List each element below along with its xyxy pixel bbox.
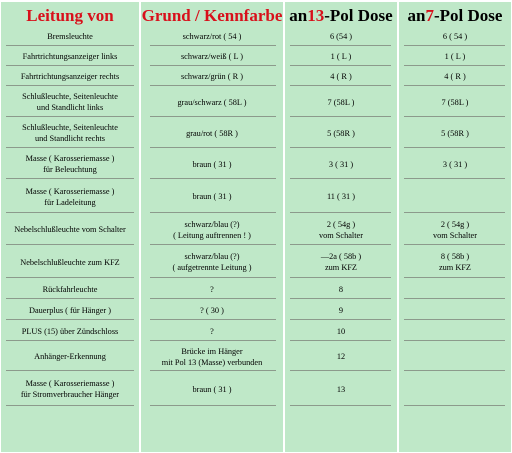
table-cell-pol7 xyxy=(398,301,512,319)
cell-line: —2a ( 58b ) xyxy=(320,252,362,261)
cell-line: 9 xyxy=(338,305,344,315)
row-divider xyxy=(404,178,505,179)
cell-line: schwarz/blau (?) xyxy=(184,219,240,229)
cell-line: Masse ( Karosseriemasse ) xyxy=(25,379,115,388)
header-13-pol-dose xyxy=(284,1,398,31)
cell-line: Rückfahrleuchte xyxy=(42,284,98,294)
row-divider xyxy=(6,116,134,117)
cell-line: 4 ( R ) xyxy=(330,72,352,81)
cell-line: 6 (54 ) xyxy=(329,32,353,41)
cell-line: 11 ( 31 ) xyxy=(326,192,356,201)
row-divider xyxy=(150,45,276,46)
cell-line: ( Leitung auftrennen ! ) xyxy=(173,230,251,240)
cell-line: 5 (58R ) xyxy=(441,128,469,138)
row-divider xyxy=(6,370,134,371)
table-cell-pol7 xyxy=(398,68,512,85)
table-cell-pol13 xyxy=(284,150,398,178)
cell-line: Schlußleuchte, Seitenleuchte xyxy=(22,92,118,101)
cell-line: 1 ( L ) xyxy=(444,52,466,61)
table-cell-pol13 xyxy=(284,322,398,340)
header-kennfarbe xyxy=(140,1,284,31)
row-divider xyxy=(150,319,276,320)
row-divider xyxy=(6,85,134,86)
cell-line: Nebelschlußleuchte vom Schalter xyxy=(14,225,126,234)
table-cell-pol7 xyxy=(398,280,512,298)
cell-line: ? xyxy=(210,284,214,294)
cell-line: schwarz/rot ( 54 ) xyxy=(182,32,242,41)
row-divider xyxy=(150,147,276,148)
cell-line: 1 ( L ) xyxy=(330,52,352,61)
row-divider xyxy=(6,45,134,46)
cell-line: Nebelschlußleuchte zum KFZ xyxy=(20,257,120,267)
row-divider xyxy=(150,298,276,299)
cell-line: vom Schalter xyxy=(432,230,477,240)
row-divider xyxy=(6,405,134,406)
table-cell-pol7 xyxy=(398,48,512,65)
row-divider xyxy=(6,178,134,179)
row-divider xyxy=(290,116,391,117)
row-divider xyxy=(290,405,391,406)
table-cell-leitung xyxy=(0,301,140,319)
header-leitung-von xyxy=(0,1,140,31)
table-cell-pol13 xyxy=(284,280,398,298)
row-divider xyxy=(290,45,391,46)
table-cell-farbe xyxy=(140,181,284,212)
cell-line: vom Schalter xyxy=(318,230,363,240)
table-cell-pol13 xyxy=(284,68,398,85)
row-divider xyxy=(290,370,391,371)
table-cell-farbe xyxy=(140,48,284,65)
cell-line: 3 ( 31 ) xyxy=(328,159,354,169)
cell-line: zum KFZ xyxy=(438,263,472,272)
table-cell-farbe xyxy=(140,280,284,298)
row-divider xyxy=(290,65,391,66)
row-divider xyxy=(6,319,134,320)
table-cell-pol13 xyxy=(284,373,398,405)
table-cell-pol13 xyxy=(284,215,398,244)
cell-line: Schlußleuchte, Seitenleuchte xyxy=(22,123,118,132)
row-divider xyxy=(404,116,505,117)
header-13-pol-prefix: an xyxy=(289,6,308,25)
row-divider xyxy=(404,244,505,245)
header-leitung-von-text: Leitung von xyxy=(26,6,114,25)
row-divider xyxy=(290,212,391,213)
cell-line: Brücke im Hänger xyxy=(181,346,243,356)
table-cell-farbe xyxy=(140,119,284,147)
row-divider xyxy=(290,277,391,278)
table-cell-leitung xyxy=(0,280,140,298)
row-divider xyxy=(404,45,505,46)
table-cell-pol7 xyxy=(398,373,512,405)
row-divider xyxy=(404,65,505,66)
cell-line: schwarz/grün ( R ) xyxy=(181,72,243,81)
cell-line: schwarz/blau (?) xyxy=(184,252,240,261)
table-cell-pol13 xyxy=(284,119,398,147)
row-divider xyxy=(150,370,276,371)
row-divider xyxy=(6,298,134,299)
row-divider xyxy=(404,212,505,213)
row-divider xyxy=(404,319,505,320)
row-divider xyxy=(150,405,276,406)
cell-line: 6 ( 54 ) xyxy=(442,32,468,41)
cell-line: schwarz/weiß ( L ) xyxy=(180,52,244,61)
row-divider xyxy=(290,147,391,148)
table-cell-leitung xyxy=(0,150,140,178)
row-divider xyxy=(290,340,391,341)
table-cell-leitung xyxy=(0,181,140,212)
row-divider xyxy=(290,319,391,320)
cell-line: und Standlicht links xyxy=(36,103,104,112)
table-cell-pol7 xyxy=(398,119,512,147)
table-cell-farbe xyxy=(140,301,284,319)
table-cell-leitung xyxy=(0,215,140,244)
cell-line: braun ( 31 ) xyxy=(192,384,232,394)
table-cell-leitung xyxy=(0,373,140,405)
cell-line: 12 xyxy=(336,352,346,361)
table-cell-leitung xyxy=(0,119,140,147)
cell-line: 2 ( 54g ) xyxy=(440,219,470,229)
row-divider xyxy=(6,244,134,245)
table-cell-pol13 xyxy=(284,343,398,370)
row-divider xyxy=(404,405,505,406)
cell-line: Fahrtrichtungsanzeiger links xyxy=(22,52,118,61)
cell-line: Dauerplus ( für Hänger ) xyxy=(28,305,111,315)
row-divider xyxy=(404,277,505,278)
cell-line: 8 ( 58b ) xyxy=(440,252,470,261)
table-cell-farbe xyxy=(140,247,284,277)
cell-line: 2 ( 54g ) xyxy=(326,219,356,229)
header-7-pol-prefix: an xyxy=(407,6,426,25)
row-divider xyxy=(404,147,505,148)
row-divider xyxy=(404,370,505,371)
table-cell-pol13 xyxy=(284,28,398,45)
row-divider xyxy=(150,212,276,213)
cell-line: zum KFZ xyxy=(324,263,358,272)
table-cell-farbe xyxy=(140,88,284,116)
table-cell-pol13 xyxy=(284,247,398,277)
row-divider xyxy=(150,244,276,245)
table-cell-farbe xyxy=(140,28,284,45)
cell-line: für Beleuchtung xyxy=(43,165,97,174)
row-divider xyxy=(290,85,391,86)
row-divider xyxy=(150,116,276,117)
cell-line: 8 xyxy=(338,284,344,294)
table-cell-farbe xyxy=(140,322,284,340)
cell-line: Masse ( Karosseriemasse ) xyxy=(25,154,115,163)
cell-line: 4 ( R ) xyxy=(444,72,466,81)
table-cell-farbe xyxy=(140,343,284,370)
table-cell-pol13 xyxy=(284,88,398,116)
table-cell-pol7 xyxy=(398,247,512,277)
cell-line: 7 (58L ) xyxy=(441,97,469,107)
table-cell-pol13 xyxy=(284,48,398,65)
table-cell-leitung xyxy=(0,88,140,116)
row-divider xyxy=(6,277,134,278)
cell-line: Anhänger-Erkennung xyxy=(34,352,106,361)
cell-line: 7 (58L ) xyxy=(327,97,355,107)
cell-line: Bremsleuchte xyxy=(47,32,93,41)
table-cell-leitung xyxy=(0,343,140,370)
cell-line: und Standlicht rechts xyxy=(34,134,106,143)
table-cell-leitung xyxy=(0,48,140,65)
cell-line: braun ( 31 ) xyxy=(192,159,232,169)
cell-line: ( aufgetrennte Leitung ) xyxy=(172,263,252,272)
table-cell-pol7 xyxy=(398,343,512,370)
table-cell-farbe xyxy=(140,150,284,178)
cell-line: 13 xyxy=(336,384,346,394)
row-divider xyxy=(150,340,276,341)
row-divider xyxy=(150,65,276,66)
table-cell-leitung xyxy=(0,322,140,340)
header-7-pol-dose xyxy=(398,1,512,31)
table-cell-pol7 xyxy=(398,322,512,340)
row-divider xyxy=(150,85,276,86)
row-divider xyxy=(6,340,134,341)
row-divider xyxy=(290,298,391,299)
cell-line: ? xyxy=(210,326,214,336)
cell-line: braun ( 31 ) xyxy=(192,192,232,201)
row-divider xyxy=(404,85,505,86)
row-divider xyxy=(150,277,276,278)
header-kennfarbe-text: Grund / Kennfarbe xyxy=(141,6,283,25)
header-7-pol-suffix: -Pol Dose xyxy=(434,6,503,25)
row-divider xyxy=(150,178,276,179)
cell-line: für Ladeleitung xyxy=(44,197,96,207)
row-divider xyxy=(404,340,505,341)
row-divider xyxy=(404,298,505,299)
row-divider xyxy=(290,178,391,179)
table-cell-pol7 xyxy=(398,88,512,116)
table-cell-farbe xyxy=(140,68,284,85)
table-cell-leitung xyxy=(0,247,140,277)
cell-line: 5 (58R ) xyxy=(327,128,355,138)
table-cell-pol13 xyxy=(284,301,398,319)
table-cell-pol7 xyxy=(398,150,512,178)
cell-line: mit Pol 13 (Masse) verbunden xyxy=(161,357,263,367)
table-cell-pol13 xyxy=(284,181,398,212)
header-7-pol-number: 7 xyxy=(425,6,434,25)
table-cell-leitung xyxy=(0,68,140,85)
row-divider xyxy=(6,147,134,148)
row-divider xyxy=(6,212,134,213)
header-13-pol-number: 13 xyxy=(307,6,325,25)
cell-line: ? ( 30 ) xyxy=(200,305,224,315)
table-cell-pol7 xyxy=(398,28,512,45)
table-cell-pol7 xyxy=(398,215,512,244)
row-divider xyxy=(6,65,134,66)
cell-line: Fahrtrichtungsanzeiger rechts xyxy=(20,72,120,81)
table-cell-leitung xyxy=(0,28,140,45)
cell-line: für Stromverbraucher Hänger xyxy=(20,390,120,399)
table-cell-farbe xyxy=(140,215,284,244)
cell-line: 10 xyxy=(336,326,346,336)
cell-line: PLUS (15) über Zündschloss xyxy=(21,326,119,336)
table-cell-farbe xyxy=(140,373,284,405)
row-divider xyxy=(290,244,391,245)
cell-line: 3 ( 31 ) xyxy=(442,159,468,169)
cell-line: Masse ( Karosseriemasse ) xyxy=(25,186,115,196)
header-13-pol-suffix: -Pol Dose xyxy=(324,6,393,25)
cell-line: grau/rot ( 58R ) xyxy=(186,128,238,138)
table-cell-pol7 xyxy=(398,181,512,212)
cell-line: grau/schwarz ( 58L ) xyxy=(177,97,247,107)
